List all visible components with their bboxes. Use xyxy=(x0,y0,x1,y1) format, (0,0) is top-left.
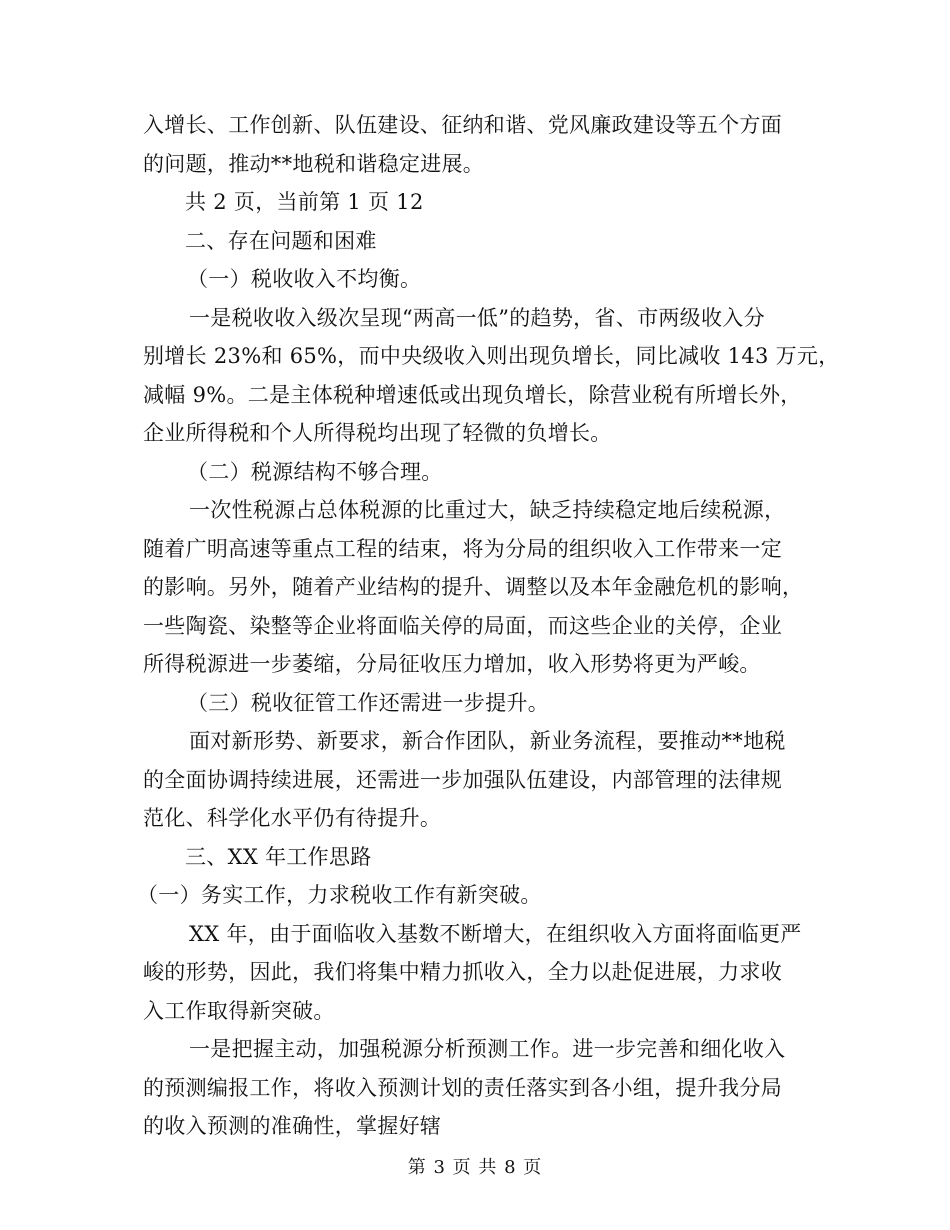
body-line: 的预测编报工作，将收入预测计划的责任落实到各小组，提升我分局 xyxy=(143,1075,782,1100)
paragraph-first-line: 一是税收收入级次呈现“两高一低”的趋势，省、市两级收入分 xyxy=(189,305,765,330)
paragraph-first-line: 一是把握主动，加强税源分析预测工作。进一步完善和细化收入 xyxy=(189,1037,786,1061)
page-footer: 第 3 页 共 8 页 xyxy=(407,1157,543,1178)
body-line: 峻的形势，因此，我们将集中精力抓收入，全力以赴促进展，力求收 xyxy=(143,960,782,984)
body-line: 的影响。另外，随着产业结构的提升、调整以及本年金融危机的影响， xyxy=(143,575,804,599)
body-line: 的问题，推动**地税和谐稳定进展。 xyxy=(143,151,485,176)
paragraph-first-line: 面对新形势、新要求，新合作团队，新业务流程，要推动**地税 xyxy=(189,729,786,753)
section-heading: 三、XX 年工作思路 xyxy=(185,844,372,869)
body-line: 一些陶瓷、染整等企业将面临关停的局面，而这些企业的关停，企业 xyxy=(143,613,782,638)
section-heading: 二、存在问题和困难 xyxy=(185,228,377,253)
paragraph-first-line: XX 年，由于面临收入基数不断增大，在组织收入方面将面临更严 xyxy=(189,921,802,946)
body-line: 企业所得税和个人所得税均出现了轻微的负增长。 xyxy=(143,421,612,445)
body-line: 入增长、工作创新、队伍建设、征纳和谐、党风廉政建设等五个方面 xyxy=(143,113,782,137)
subsection-heading: （三）税收征管工作还需进一步提升。 xyxy=(187,690,550,715)
body-line: 的全面协调持续进展，还需进一步加强队伍建设，内部管理的法律规 xyxy=(143,767,782,792)
body-line: 随着广明高速等重点工程的结束，将为分局的组织收入工作带来一定 xyxy=(143,536,782,561)
body-line: 别增长 23%和 65%，而中央级收入则出现负增长，同比减收 143 万元， xyxy=(143,344,840,368)
body-line: 所得税源进一步萎缩，分局征收压力增加，收入形势将更为严峻。 xyxy=(143,652,761,676)
body-line: 的收入预测的准确性，掌握好辖 xyxy=(143,1114,442,1138)
body-line: 范化、科学化水平仍有待提升。 xyxy=(143,806,442,830)
subsection-heading: （一）务实工作，力求税收工作有新突破。 xyxy=(137,883,542,907)
subsection-heading: （二）税源结构不够合理。 xyxy=(187,459,443,484)
page-info-line: 共 2 页，当前第 1 页 12 xyxy=(185,190,424,214)
document-body xyxy=(137,106,840,1146)
subsection-heading: （一）税收收入不均衡。 xyxy=(187,267,422,291)
body-line: 减幅 9%。二是主体税种增速低或出现负增长，除营业税有所增长外， xyxy=(143,382,802,407)
body-line: 入工作取得新突破。 xyxy=(143,998,335,1023)
paragraph-first-line: 一次性税源占总体税源的比重过大，缺乏持续稳定地后续税源， xyxy=(189,498,786,522)
